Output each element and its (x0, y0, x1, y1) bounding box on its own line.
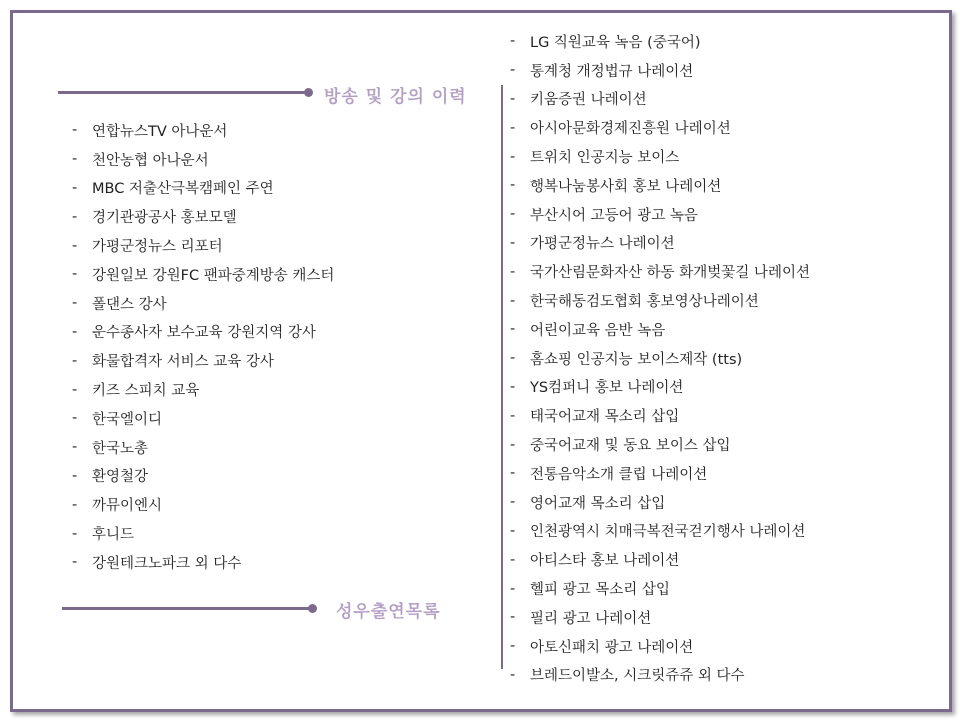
list-item (510, 574, 810, 603)
list-item (72, 174, 334, 203)
list-item-text: 태국어교재 목소리 삽입 (530, 409, 680, 426)
voice-heading: 성우출연목록 (336, 602, 441, 622)
list-item (72, 260, 334, 289)
list-item-text: 국가산림문화자산 하동 화개벚꽃길 나레이션 (530, 265, 810, 282)
bullet-dash: - (510, 177, 516, 194)
list-item-text: 경기관광공사 홍보모델 (92, 210, 237, 227)
list-item (72, 346, 334, 375)
broadcast-list (72, 116, 334, 577)
bullet-dash: - (510, 62, 516, 79)
bullet-dash: - (72, 266, 78, 283)
list-item (72, 404, 334, 433)
list-item-text: 한국해동검도협회 홍보영상나레이션 (530, 294, 759, 311)
vertical-divider (501, 85, 503, 669)
list-item (72, 375, 334, 404)
list-item-text: 필리 광고 나레이션 (530, 610, 652, 627)
list-item-text: 홈쇼핑 인공지능 보이스제작 (tts) (530, 351, 743, 368)
list-item-text: 키움증권 나레이션 (530, 92, 647, 109)
bullet-dash: - (510, 522, 516, 539)
list-item-text: 어린이교육 음반 녹음 (530, 322, 666, 339)
voice-heading-line (62, 607, 312, 610)
bullet-dash: - (510, 321, 516, 338)
list-item (72, 318, 334, 347)
list-item (510, 315, 810, 344)
list-item (510, 401, 810, 430)
list-item-text: 영어교재 목소리 삽입 (530, 495, 666, 512)
list-item-text: 키즈 스피치 교육 (92, 383, 200, 400)
list-item-text: 아티스타 홍보 나레이션 (530, 553, 680, 570)
bullet-dash: - (72, 496, 78, 513)
list-item (510, 632, 810, 661)
list-item-text: YS컴퍼니 홍보 나레이션 (530, 380, 684, 397)
bullet-dash: - (72, 554, 78, 571)
list-item-text: 연합뉴스TV 아나운서 (92, 123, 228, 140)
list-item (510, 344, 810, 373)
list-item (510, 171, 810, 200)
bullet-dash: - (510, 378, 516, 395)
list-item (72, 519, 334, 548)
list-item-text: 행복나눔봉사회 홍보 나레이션 (530, 178, 722, 195)
list-item (510, 27, 810, 56)
bullet-dash: - (510, 436, 516, 453)
list-item (510, 56, 810, 85)
list-item-text: 까뮤이엔시 (92, 498, 163, 515)
bullet-dash: - (72, 525, 78, 542)
list-item (510, 430, 810, 459)
bullet-dash: - (510, 407, 516, 424)
list-item-text: 강원테크노파크 외 다수 (92, 555, 242, 572)
voice-list (510, 27, 810, 689)
bullet-dash: - (510, 263, 516, 280)
bullet-dash: - (510, 638, 516, 655)
list-item-text: 천안농협 아나운서 (92, 152, 209, 169)
broadcast-heading-dot (304, 88, 313, 97)
list-item (510, 257, 810, 286)
bullet-dash: - (510, 206, 516, 223)
bullet-dash: - (72, 323, 78, 340)
list-item (510, 661, 810, 690)
list-item (510, 286, 810, 315)
list-item-text: 전통음악소개 클립 나레이션 (530, 466, 708, 483)
list-item (510, 200, 810, 229)
list-item-text: 가평군정뉴스 나레이션 (530, 236, 675, 253)
bullet-dash: - (510, 119, 516, 136)
list-item-text: 환영철강 (92, 469, 149, 486)
list-item (510, 229, 810, 258)
bullet-dash: - (72, 179, 78, 196)
list-item (72, 289, 334, 318)
list-item (72, 202, 334, 231)
bullet-dash: - (510, 609, 516, 626)
list-item (510, 142, 810, 171)
bullet-dash: - (72, 467, 78, 484)
bullet-dash: - (72, 410, 78, 427)
bullet-dash: - (72, 151, 78, 168)
bullet-dash: - (72, 439, 78, 456)
bullet-dash: - (72, 208, 78, 225)
list-item (72, 231, 334, 260)
list-item-text: 운수종사자 보수교육 강원지역 강사 (92, 325, 316, 342)
list-item (510, 113, 810, 142)
list-item (72, 433, 334, 462)
list-item (72, 490, 334, 519)
list-item-text: 가평군정뉴스 리포터 (92, 239, 223, 256)
bullet-dash: - (510, 90, 516, 107)
list-item-text: LG 직원교육 녹음 (중국어) (530, 34, 701, 51)
list-item-text: 한국엘이디 (92, 411, 163, 428)
list-item-text: 인천광역시 치매극복전국걷기행사 나레이션 (530, 524, 806, 541)
list-item (72, 462, 334, 491)
bullet-dash: - (510, 33, 516, 50)
broadcast-heading: 방송 및 강의 이력 (324, 87, 467, 107)
list-item (510, 545, 810, 574)
broadcast-heading-line (58, 91, 308, 94)
list-item (72, 116, 334, 145)
list-item-text: 화물합격자 서비스 교육 강사 (92, 354, 274, 371)
bullet-dash: - (72, 381, 78, 398)
list-item-text: 아시아문화경제진흥원 나레이션 (530, 121, 731, 138)
list-item-text: MBC 저출산극복캠페인 주연 (92, 181, 274, 198)
list-item-text: 부산시어 고등어 광고 녹음 (530, 207, 698, 224)
bullet-dash: - (510, 465, 516, 482)
bullet-dash: - (510, 666, 516, 683)
bullet-dash: - (510, 350, 516, 367)
list-item (510, 517, 810, 546)
list-item (510, 488, 810, 517)
list-item (510, 603, 810, 632)
list-item-text: 한국노총 (92, 440, 149, 457)
list-item-text: 아토신패치 광고 나레이션 (530, 639, 694, 656)
bullet-dash: - (510, 551, 516, 568)
list-item (72, 145, 334, 174)
list-item (510, 459, 810, 488)
bullet-dash: - (72, 122, 78, 139)
list-item-text: 폴댄스 강사 (92, 296, 167, 313)
bullet-dash: - (510, 494, 516, 511)
list-item-text: 브레드이발소, 시크릿쥬쥬 외 다수 (530, 668, 745, 685)
list-item-text: 헬피 광고 목소리 삽입 (530, 582, 670, 599)
list-item-text: 강원일보 강원FC 팬파중계방송 캐스터 (92, 267, 335, 284)
list-item-text: 중국어교재 및 동요 보이스 삽입 (530, 438, 731, 455)
bullet-dash: - (72, 352, 78, 369)
bullet-dash: - (510, 234, 516, 251)
list-item-text: 트위치 인공지능 보이스 (530, 150, 680, 167)
bullet-dash: - (510, 580, 516, 597)
list-item (72, 548, 334, 577)
list-item (510, 373, 810, 402)
bullet-dash: - (510, 292, 516, 309)
bullet-dash: - (72, 295, 78, 312)
voice-heading-dot (308, 604, 317, 613)
bullet-dash: - (72, 237, 78, 254)
list-item-text: 후니드 (92, 527, 135, 544)
list-item (510, 85, 810, 114)
bullet-dash: - (510, 148, 516, 165)
list-item-text: 통계청 개정법규 나레이션 (530, 63, 694, 80)
